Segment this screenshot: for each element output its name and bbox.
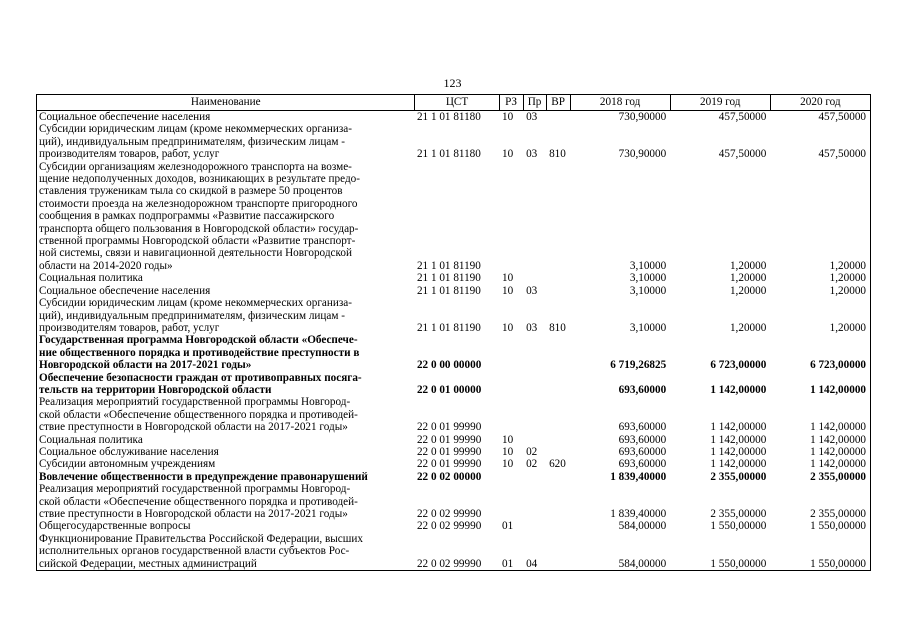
row-pr <box>523 372 546 397</box>
row-cst: 22 0 02 99990 <box>416 520 482 533</box>
table-row <box>37 471 871 483</box>
row-name: Социальная политика <box>37 272 415 284</box>
row-vr <box>546 533 570 571</box>
table-row <box>37 123 871 160</box>
row-cst: 22 0 02 00000 <box>416 470 482 483</box>
row-pr <box>523 483 546 520</box>
row-rz: 10 <box>502 272 514 285</box>
row-amount-2019: 1 142,00000 <box>710 458 767 471</box>
row-pr <box>523 334 546 371</box>
row-vr <box>546 471 570 483</box>
row-amount-2019: 1 142,00000 <box>710 421 767 434</box>
budget-table <box>36 94 871 571</box>
row-rz <box>499 483 523 520</box>
row-rz: 01 <box>502 520 514 533</box>
row-name: Реализация мероприятий государственной программы Новгород- ской области «Обеспечение общественного порядка и противодей- ствие преступности в Новгородской области на 2017-2021 годы» <box>37 396 415 433</box>
row-name: Социальное обеспечение населения <box>37 285 415 297</box>
row-amount-2018: 584,00000 <box>618 520 667 533</box>
row-name: Социальное обеспечение населения <box>37 111 415 124</box>
row-amount-2018: 1 839,40000 <box>610 508 667 520</box>
row-cst: 22 0 01 99990 <box>416 421 482 434</box>
row-amount-2019: 1 142,00000 <box>710 445 767 458</box>
table-row <box>37 483 871 520</box>
table-row <box>37 458 871 470</box>
row-pr <box>523 272 546 284</box>
row-name: Субсидии юридическим лицам (кроме некоммерческих организа- ций), индивидуальным предпринимателям, физическим лицам - производителям товаров, работ, услуг <box>37 123 415 160</box>
row-name: Социальное обслуживание населения <box>37 446 415 458</box>
table-row <box>37 520 871 532</box>
row-amount-2018: 693,60000 <box>618 458 667 471</box>
table-body <box>37 111 871 571</box>
row-rz: 10 <box>502 321 514 334</box>
row-pr: 02 <box>526 458 538 471</box>
row-amount-2019: 457,50000 <box>718 111 767 123</box>
row-amount-2018: 693,60000 <box>618 445 667 458</box>
table-row <box>37 161 871 273</box>
row-amount-2020: 1 142,00000 <box>770 434 870 446</box>
row-cst: 22 0 02 99990 <box>416 508 482 520</box>
row-name: Вовлечение общественности в предупреждение правонарушений <box>37 471 415 483</box>
table-row <box>37 111 871 124</box>
row-cst: 21 1 01 81190 <box>416 321 481 334</box>
row-vr <box>546 434 570 446</box>
row-pr <box>523 161 546 273</box>
table-row <box>37 285 871 297</box>
row-pr: 03 <box>526 284 538 297</box>
row-cst: 21 1 01 81190 <box>416 272 481 285</box>
row-amount-2020: 1 142,00000 <box>770 458 870 470</box>
row-amount-2019: 6 723,00000 <box>710 359 767 372</box>
row-rz: 10 <box>502 148 514 161</box>
table-header <box>37 95 871 111</box>
row-amount-2020: 1 142,00000 <box>770 372 870 397</box>
row-name: Государственная программа Новгородской области «Обеспече- ние общественного порядка и противодействие преступности в Новгородской области на 2017-2021 годы» <box>37 334 415 371</box>
row-amount-2018: 693,60000 <box>618 383 667 396</box>
row-vr: 810 <box>549 148 566 161</box>
row-amount-2019: 1 550,00000 <box>670 533 770 571</box>
row-rz <box>499 161 523 273</box>
row-cst: 21 1 01 81180 <box>416 111 481 123</box>
row-name: Общегосударственные вопросы <box>37 520 415 532</box>
row-vr <box>546 111 570 124</box>
row-amount-2019: 1,20000 <box>729 321 767 334</box>
row-cst: 21 1 01 81190 <box>416 284 481 297</box>
header-2018: 2018 год <box>570 95 670 111</box>
row-amount-2018: 693,60000 <box>618 433 667 446</box>
row-name: Функционирование Правительства Российской Федерации, высших исполнительных органов государственной власти субъектов Рос- сийской Федерации, местных администраций <box>37 533 415 571</box>
row-amount-2018: 693,60000 <box>618 421 667 434</box>
row-amount-2020: 1,20000 <box>770 272 870 284</box>
row-name: Социальная политика <box>37 434 415 446</box>
row-name: Субсидии юридическим лицам (кроме некоммерческих организа- ций), индивидуальным предпринимателям, физическим лицам - производителям товаров, работ, услуг <box>37 297 415 334</box>
header-vr: ВР <box>546 95 570 111</box>
row-vr <box>546 396 570 433</box>
row-cst: 21 1 01 81180 <box>416 148 481 161</box>
row-amount-2019: 1 550,00000 <box>710 520 767 533</box>
row-amount-2020: 457,50000 <box>770 123 870 160</box>
row-amount-2020: 2 355,00000 <box>770 471 870 483</box>
header-rz: РЗ <box>499 95 523 111</box>
row-rz: 10 <box>502 445 514 458</box>
row-pr: 03 <box>526 321 538 334</box>
row-cst: 22 0 01 00000 <box>416 383 482 396</box>
table-row <box>37 272 871 284</box>
page-number: 123 <box>443 76 462 90</box>
row-rz: 10 <box>502 458 514 471</box>
table-row <box>37 446 871 458</box>
row-vr <box>546 272 570 284</box>
row-rz <box>499 334 523 371</box>
table-row <box>37 434 871 446</box>
row-amount-2020: 6 723,00000 <box>770 334 870 371</box>
row-pr <box>523 434 546 446</box>
table-row <box>37 396 871 433</box>
row-vr <box>546 483 570 520</box>
row-vr <box>546 520 570 532</box>
row-amount-2020: 1 142,00000 <box>770 396 870 433</box>
row-amount-2018: 3,10000 <box>629 284 667 297</box>
row-amount-2019: 2 355,00000 <box>710 470 767 483</box>
row-vr <box>546 446 570 458</box>
table-row <box>37 334 871 371</box>
row-rz: 10 <box>502 284 514 297</box>
row-amount-2019: 457,50000 <box>718 148 767 161</box>
header-2019: 2019 год <box>670 95 770 111</box>
row-amount-2020: 1,20000 <box>770 285 870 297</box>
header-name: Наименование <box>37 95 415 111</box>
row-amount-2019: 1 142,00000 <box>710 433 767 446</box>
row-pr <box>523 520 546 532</box>
header-2020: 2020 год <box>770 95 870 111</box>
row-amount-2018: 1 839,40000 <box>610 470 667 483</box>
table-row <box>37 372 871 397</box>
row-amount-2020: 2 355,00000 <box>770 483 870 520</box>
row-cst: 21 1 01 81190 <box>416 259 481 272</box>
row-vr <box>546 372 570 397</box>
row-rz <box>499 372 523 397</box>
row-vr <box>546 161 570 273</box>
row-amount-2018: 730,90000 <box>618 111 667 123</box>
table-row <box>37 297 871 334</box>
row-cst: 22 0 01 99990 <box>416 433 482 446</box>
row-vr: 620 <box>549 458 566 471</box>
row-amount-2018: 3,10000 <box>629 259 667 272</box>
row-amount-2020: 1,20000 <box>770 297 870 334</box>
header-pr: Пр <box>523 95 546 111</box>
row-cst: 22 0 02 99990 <box>415 533 499 571</box>
row-rz: 10 <box>502 433 514 446</box>
row-amount-2018: 3,10000 <box>629 321 667 334</box>
row-pr: 03 <box>526 111 538 123</box>
row-amount-2019: 1,20000 <box>729 259 767 272</box>
header-cst: ЦСТ <box>415 95 499 111</box>
row-pr <box>523 396 546 433</box>
row-name: Субсидии организациям железнодорожного транспорта на возме- щение недополученных доходов, возникающих в результате предо- ставления труженикам тыла со скидкой в размере 50 процентов стоимости проезда на железнодорожном транспорте пригородного сообщения в рамках подпрограммы «Развитие пассажирского транспорта общего пользования в Новгородской области» государ- ственной программы Новгородской области «Развитие транспорт- ной системы, связи и навигационной деятельности Новгородской области на 2014-2020 годы» <box>37 161 415 273</box>
row-name: Обеспечение безопасности граждан от противоправных посяга- тельств на территории Новгородской области <box>37 372 415 397</box>
row-pr: 03 <box>526 148 538 161</box>
row-cst: 22 0 00 00000 <box>416 359 482 372</box>
row-rz <box>499 396 523 433</box>
row-amount-2020: 1 550,00000 <box>770 520 870 532</box>
row-amount-2020: 1 142,00000 <box>770 446 870 458</box>
row-rz <box>499 471 523 483</box>
row-amount-2019: 2 355,00000 <box>710 508 767 520</box>
row-cst: 22 0 01 99990 <box>416 458 482 471</box>
row-cst: 22 0 01 99990 <box>416 445 482 458</box>
row-amount-2019: 1,20000 <box>729 272 767 285</box>
row-amount-2020: 457,50000 <box>770 111 870 124</box>
table-row <box>37 533 871 571</box>
row-amount-2019: 1,20000 <box>729 284 767 297</box>
row-name: Субсидии автономным учреждениям <box>37 458 415 470</box>
row-amount-2018: 6 719,26825 <box>610 359 667 372</box>
row-amount-2018: 730,90000 <box>618 148 667 161</box>
row-rz: 10 <box>502 111 514 123</box>
row-vr <box>546 285 570 297</box>
row-pr: 04 <box>523 533 546 571</box>
row-rz: 01 <box>499 533 523 571</box>
row-amount-2018: 584,00000 <box>570 533 670 571</box>
row-amount-2020: 1 550,00000 <box>770 533 870 571</box>
row-pr: 02 <box>526 445 538 458</box>
row-name: Реализация мероприятий государственной программы Новгород- ской области «Обеспечение общественного порядка и противодей- ствие преступности в Новгородской области на 2017-2021 годы» <box>37 483 415 520</box>
row-amount-2020: 1,20000 <box>770 161 870 273</box>
row-amount-2019: 1 142,00000 <box>710 383 767 396</box>
row-pr <box>523 471 546 483</box>
row-amount-2018: 3,10000 <box>629 272 667 285</box>
row-vr <box>546 334 570 371</box>
row-vr: 810 <box>549 321 566 334</box>
